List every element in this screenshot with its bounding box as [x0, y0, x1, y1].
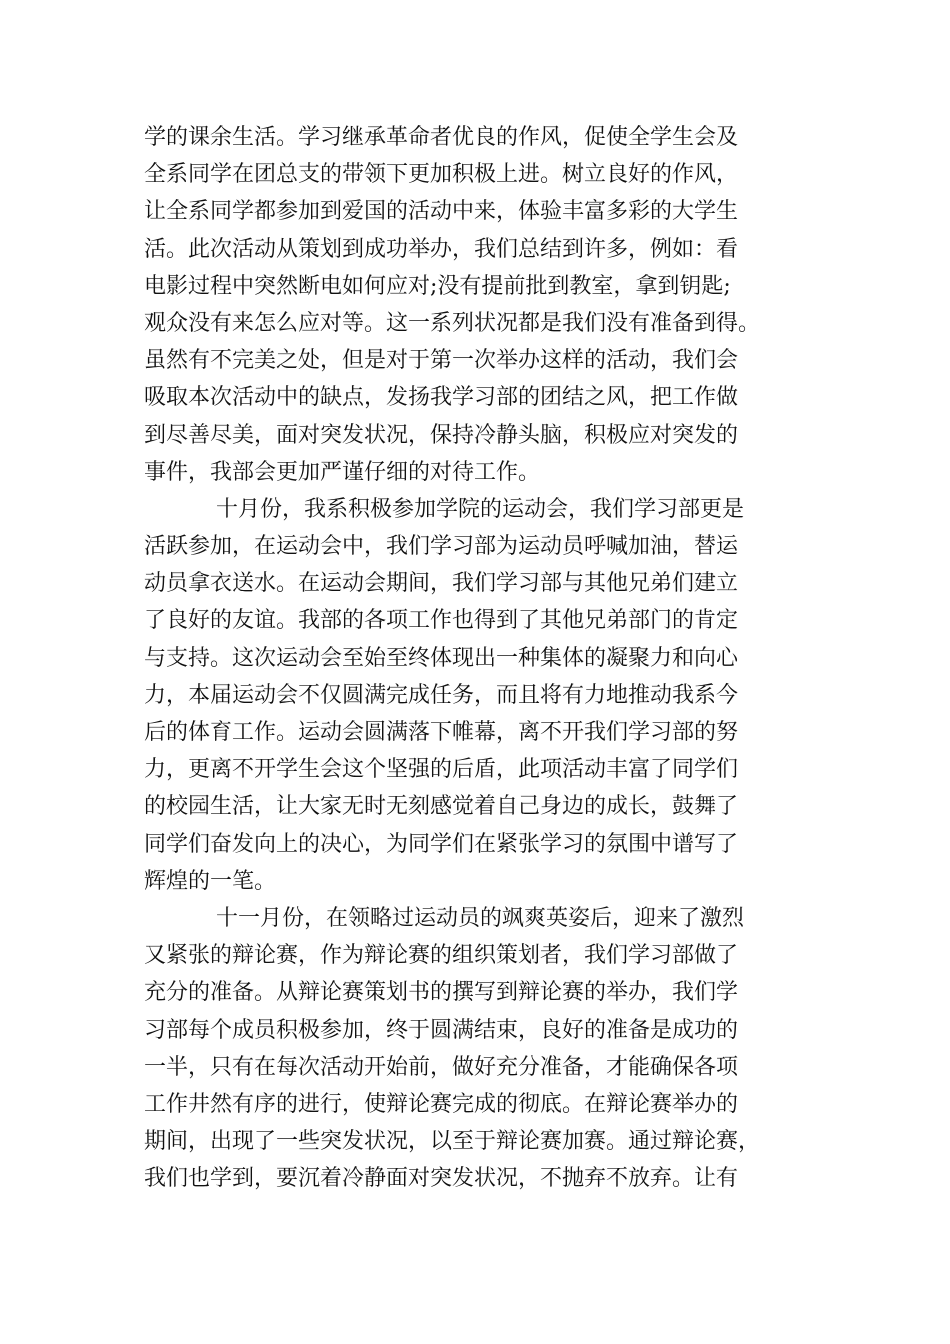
- text-line: 十月份，我系积极参加学院的运动会，我们学习部更是: [216, 496, 745, 522]
- text-line: 电影过程中突然断电如何应对;没有提前批到教室，拿到钥匙;: [144, 273, 731, 299]
- paragraph: [144, 119, 834, 491]
- text-line: 我们也学到，要沉着冷静面对突发状况，不抛弃不放弃。让有: [144, 1166, 739, 1192]
- text-line: 充分的准备。从辩论赛策划书的撰写到辩论赛的举办，我们学: [144, 980, 739, 1006]
- text-line: 到尽善尽美，面对突发状况，保持冷静头脑，积极应对突发的: [144, 422, 739, 448]
- text-line: 全系同学在团总支的带领下更加积极上进。树立良好的作风，: [144, 162, 739, 188]
- text-line: 辉煌的一笔。: [144, 868, 277, 894]
- text-line: 习部每个成员积极参加，终于圆满结束，良好的准备是成功的: [144, 1017, 739, 1043]
- text-line: 让全系同学都参加到爱国的活动中来，体验丰富多彩的大学生: [144, 199, 739, 225]
- text-line: 力，更离不开学生会这个坚强的后盾，此项活动丰富了同学们: [144, 757, 739, 783]
- text-line: 十一月份，在领略过运动员的飒爽英姿后，迎来了激烈: [216, 905, 745, 931]
- text-line: 活跃参加，在运动会中，我们学习部为运动员呼喊加油，替运: [144, 534, 739, 560]
- text-line: 活。此次活动从策划到成功举办，我们总结到许多，例如：看: [144, 236, 739, 262]
- text-line: 同学们奋发向上的决心，为同学们在紧张学习的氛围中谱写了: [144, 831, 739, 857]
- text-line: 观众没有来怎么应对等。这一系列状况都是我们没有准备到得。: [144, 310, 761, 336]
- text-line: 虽然有不完美之处，但是对于第一次举办这样的活动，我们会: [144, 348, 739, 374]
- text-line: 的校园生活，让大家无时无刻感觉着自己身边的成长，鼓舞了: [144, 794, 739, 820]
- text-line: 工作井然有序的进行，使辩论赛完成的彻底。在辩论赛举办的: [144, 1091, 739, 1117]
- text-line: 了良好的友谊。我部的各项工作也得到了其他兄弟部门的肯定: [144, 608, 739, 634]
- text-line: 学的课余生活。学习继承革命者优良的作风，促使全学生会及: [144, 125, 739, 150]
- text-line: 期间，出现了一些突发状况，以至于辩论赛加赛。通过辩论赛，: [144, 1129, 761, 1155]
- text-line: 与支持。这次运动会至始至终体现出一种集体的凝聚力和向心: [144, 645, 739, 671]
- text-line: 动员拿衣送水。在运动会期间，我们学习部与其他兄弟们建立: [144, 571, 739, 597]
- text-line: 一半，只有在每次活动开始前，做好充分准备，才能确保各项: [144, 1054, 739, 1080]
- paragraph: [144, 491, 834, 900]
- text-line: 力，本届运动会不仅圆满完成任务，而且将有力地推动我系今: [144, 682, 739, 708]
- paragraph: [144, 900, 834, 1198]
- text-line: 事件，我部会更加严谨仔细的对待工作。: [144, 459, 541, 485]
- text-line: 吸取本次活动中的缺点，发扬我学习部的团结之风，把工作做: [144, 385, 739, 411]
- text-line: 又紧张的辩论赛，作为辩论赛的组织策划者，我们学习部做了: [144, 943, 739, 969]
- text-line: 后的体育工作。运动会圆满落下帷幕，离不开我们学习部的努: [144, 720, 739, 745]
- document-body: [144, 119, 834, 1197]
